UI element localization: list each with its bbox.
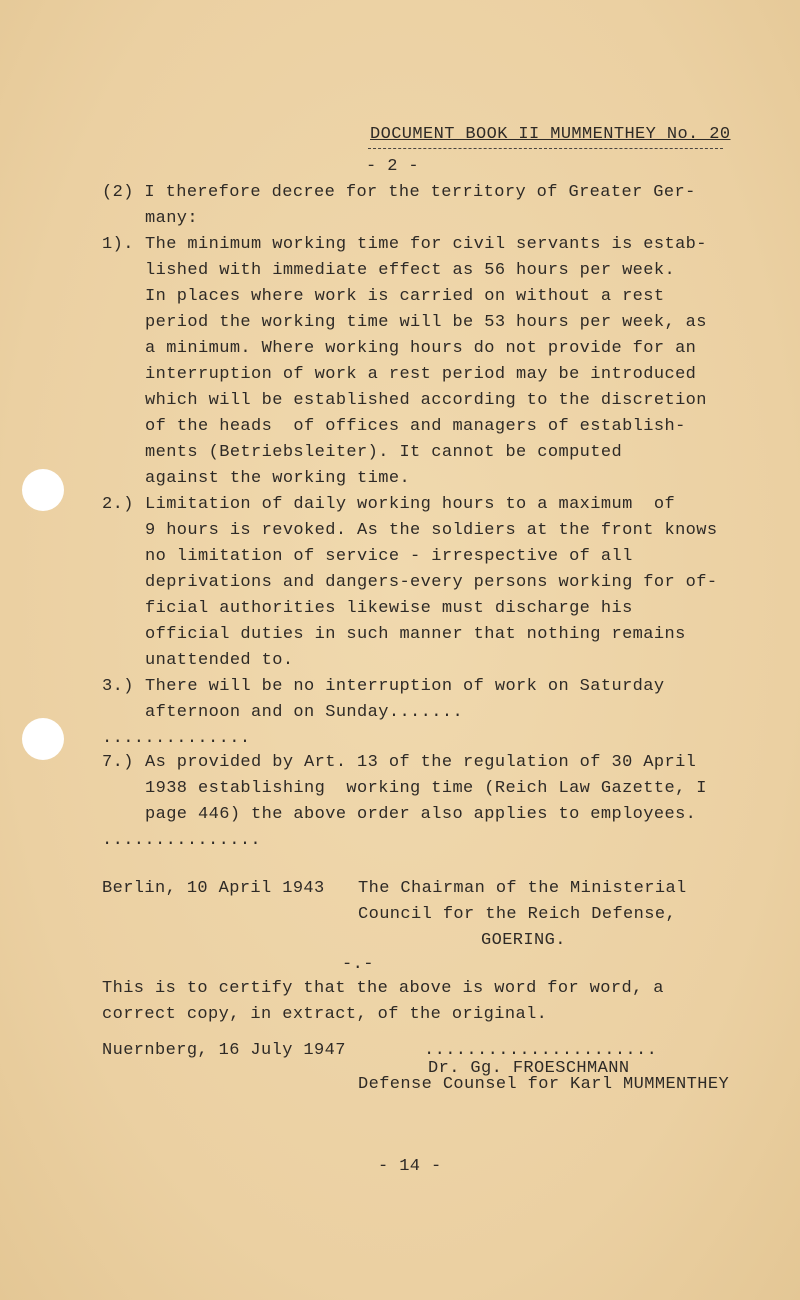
separator: -.- [342, 955, 374, 974]
place-date: Berlin, 10 April 1943 [102, 879, 325, 898]
item-line: afternoon and on Sunday....... [145, 703, 464, 722]
certification-place-date: Nuernberg, 16 July 1947 [102, 1041, 346, 1060]
header-rule [368, 148, 723, 149]
item-line: Limitation of daily working hours to a maximum of [145, 495, 676, 514]
item-line: official duties in such manner that nothing remains [145, 625, 686, 644]
signature-dots: ...................... [424, 1041, 658, 1060]
certification-line: This is to certify that the above is word for word, a [102, 979, 664, 998]
item-line: As provided by Art. 13 of the regulation of 30 April [145, 753, 697, 772]
certification-line: correct copy, in extract, of the original. [102, 1005, 548, 1024]
intro-line: (2) I therefore decree for the territory of Greater Ger- [102, 183, 696, 202]
item-line: interruption of work a rest period may be introduced [145, 365, 697, 384]
item-number: 7.) [102, 753, 134, 772]
item-line: deprivations and dangers-every persons working for of- [145, 573, 718, 592]
item-line: There will be no interruption of work on Saturday [145, 677, 665, 696]
counsel-name: Dr. Gg. FROESCHMANN [428, 1059, 630, 1078]
item-line: 1938 establishing working time (Reich Law Gazette, I [145, 779, 707, 798]
item-line: period the working time will be 53 hours per week, as [145, 313, 707, 332]
item-line: page 446) the above order also applies to employees. [145, 805, 697, 824]
document-header: DOCUMENT BOOK II MUMMENTHEY No. 20 [370, 125, 731, 144]
counsel-title: Defense Counsel for Karl MUMMENTHEY [358, 1075, 730, 1094]
signer-line: Council for the Reich Defense, [358, 905, 677, 924]
item-number: 3.) [102, 677, 134, 696]
item-line: a minimum. Where working hours do not provide for an [145, 339, 697, 358]
page-number-bottom: - 14 - [378, 1157, 442, 1176]
item-line: lished with immediate effect as 56 hours per week. [145, 261, 676, 280]
item-line: which will be established according to the discretion [145, 391, 707, 410]
signer-line: The Chairman of the Ministerial [358, 879, 687, 898]
item-line: The minimum working time for civil servants is estab- [145, 235, 707, 254]
signer-name: GOERING. [481, 931, 566, 950]
item-line: no limitation of service - irrespective of all [145, 547, 633, 566]
item-line: 9 hours is revoked. As the soldiers at the front knows [145, 521, 718, 540]
punch-hole [22, 718, 64, 760]
item-line: of the heads of offices and managers of establish- [145, 417, 686, 436]
item-number: 1). [102, 235, 134, 254]
intro-line: many: [145, 209, 199, 228]
ellipsis-separator: .............. [102, 729, 251, 748]
item-line: ficial authorities likewise must discharge his [145, 599, 633, 618]
item-line: In places where work is carried on without a rest [145, 287, 665, 306]
item-line: against the working time. [145, 469, 411, 488]
item-line: unattended to. [145, 651, 294, 670]
item-number: 2.) [102, 495, 134, 514]
ellipsis-separator: ............... [102, 831, 262, 850]
page-number-top: - 2 - [366, 157, 420, 176]
punch-hole [22, 469, 64, 511]
item-line: ments (Betriebsleiter). It cannot be computed [145, 443, 623, 462]
